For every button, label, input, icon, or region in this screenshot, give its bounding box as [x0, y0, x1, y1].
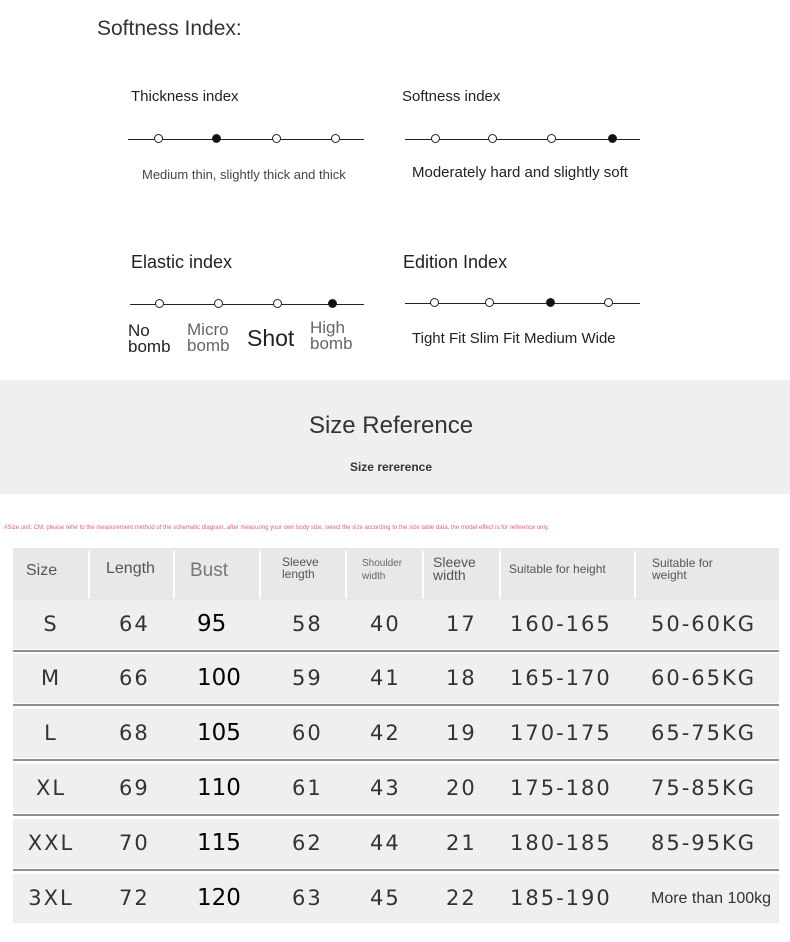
table-row [13, 874, 779, 923]
elastic-option-no-bomb: No bomb [128, 321, 171, 356]
elastic-option-shot: Shot [247, 325, 295, 351]
table-row [13, 600, 779, 649]
cell-weight: 85-95KG [651, 831, 757, 855]
elastic-option-high-bomb: High bomb [310, 318, 353, 353]
thickness-scale-dot [331, 134, 340, 143]
thickness-scale-dot [154, 134, 163, 143]
cell-shoulder: 44 [370, 831, 401, 855]
cell-bust: 95 [197, 611, 227, 637]
cell-shoulder: 40 [370, 612, 401, 636]
cell-sleeve-length: 59 [292, 666, 323, 690]
cell-sleeve-width: 22 [446, 886, 477, 910]
cell-sleeve-length: 61 [292, 776, 323, 800]
cell-sleeve-length: 63 [292, 886, 323, 910]
thickness-index-label: Thickness index [131, 88, 239, 105]
header-sleeve-length: Sleeve length [282, 555, 319, 581]
cell-sleeve-width: 18 [446, 666, 477, 690]
row-divider [13, 869, 779, 871]
header-height: Suitable for height [509, 562, 606, 576]
cell-weight: 75-85KG [651, 776, 757, 800]
cell-weight: 50-60KG [651, 612, 757, 636]
edition-scale-dot [546, 298, 555, 307]
header-weight: Suitable for weight [652, 556, 713, 582]
row-divider [13, 814, 779, 816]
thickness-description: Medium thin, slightly thick and thick [142, 167, 346, 182]
cell-size: S [43, 612, 59, 636]
softness-scale-dot [608, 134, 617, 143]
cell-height: 185-190 [510, 886, 612, 910]
cell-size: M [40, 666, 62, 690]
cell-sleeve-length: 62 [292, 831, 323, 855]
cell-bust: 100 [197, 665, 241, 691]
cell-size: XL [35, 776, 67, 800]
edition-scale-dot [485, 298, 494, 307]
softness-scale-dot [488, 134, 497, 143]
cell-sleeve-width: 20 [446, 776, 477, 800]
cell-height: 160-165 [510, 612, 612, 636]
cell-sleeve-length: 60 [292, 721, 323, 745]
header-length: Length [106, 560, 155, 577]
cell-size: 3XL [28, 886, 74, 910]
cell-bust: 115 [197, 830, 241, 856]
cell-height: 175-180 [510, 776, 612, 800]
size-reference-title: Size Reference [308, 412, 474, 439]
elastic-scale-dot [155, 299, 164, 308]
cell-shoulder: 42 [370, 721, 401, 745]
cell-height: 165-170 [510, 666, 612, 690]
cell-weight: More than 100kg [651, 890, 772, 907]
table-header [13, 548, 779, 600]
softness-index-label: Softness index [402, 88, 501, 105]
softness-scale-dot [431, 134, 440, 143]
header-bust: Bust [190, 560, 229, 581]
cell-length: 68 [119, 721, 150, 745]
cell-sleeve-width: 21 [446, 831, 477, 855]
header-size: Size [26, 562, 58, 579]
cell-shoulder: 45 [370, 886, 401, 910]
thickness-scale-dot [212, 134, 221, 143]
edition-description: Tight Fit Slim Fit Medium Wide [412, 330, 616, 347]
cell-size: L [44, 721, 58, 745]
thickness-scale-dot [272, 134, 281, 143]
row-divider [13, 650, 779, 652]
cell-bust: 110 [197, 775, 241, 801]
cell-shoulder: 41 [370, 666, 401, 690]
elastic-scale-dot [273, 299, 282, 308]
row-divider [13, 704, 779, 706]
cell-weight: 65-75KG [651, 721, 757, 745]
elastic-scale [130, 295, 364, 315]
edition-scale-dot [604, 298, 613, 307]
thickness-scale [128, 130, 364, 150]
header-sleeve-width: Sleeve width [433, 554, 476, 583]
elastic-scale-dot [214, 299, 223, 308]
cell-length: 70 [119, 831, 150, 855]
cell-length: 66 [119, 666, 150, 690]
cell-size: XXL [27, 831, 75, 855]
table-row [13, 709, 779, 758]
cell-length: 69 [119, 776, 150, 800]
cell-sleeve-width: 19 [446, 721, 477, 745]
page-title: Softness Index: [97, 17, 242, 40]
cell-sleeve-length: 58 [292, 612, 323, 636]
cell-bust: 120 [197, 885, 241, 911]
softness-scale-dot [547, 134, 556, 143]
cell-weight: 60-65KG [651, 666, 757, 690]
table-row [13, 819, 779, 868]
softness-description: Moderately hard and slightly soft [412, 164, 628, 181]
cell-height: 180-185 [510, 831, 612, 855]
edition-index-label: Edition Index [403, 252, 508, 272]
table-row [13, 654, 779, 703]
cell-bust: 105 [197, 720, 241, 746]
row-divider [13, 759, 779, 761]
size-unit-note: #Size unit: CM, please refer to the measurement method of the schematic diagram, after measuring your own body size, select the size according to the size table data, the model effect is for reference only. [4, 525, 550, 531]
cell-length: 64 [119, 612, 150, 636]
cell-shoulder: 43 [370, 776, 401, 800]
elastic-index-label: Elastic index [131, 252, 233, 272]
size-reference-subtitle: Size rererence [349, 460, 433, 474]
cell-length: 72 [119, 886, 150, 910]
softness-scale [405, 130, 640, 150]
elastic-scale-dot [328, 299, 337, 308]
elastic-option-micro-bomb: Micro bomb [187, 320, 230, 355]
edition-scale [405, 294, 640, 314]
table-row [13, 764, 779, 813]
edition-scale-dot [430, 298, 439, 307]
header-shoulder-width: Shoulder width [362, 558, 403, 582]
cell-sleeve-width: 17 [446, 612, 477, 636]
cell-height: 170-175 [510, 721, 612, 745]
